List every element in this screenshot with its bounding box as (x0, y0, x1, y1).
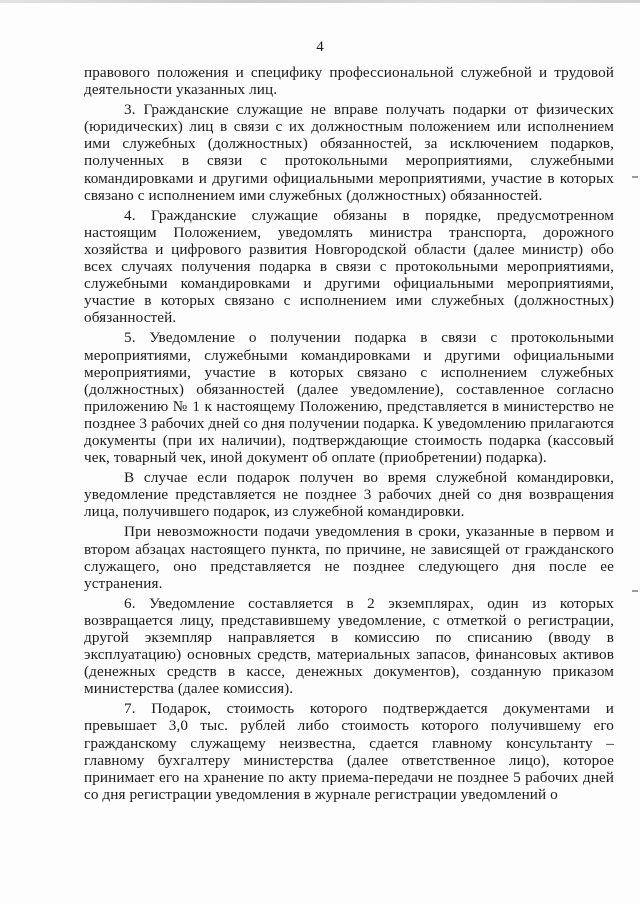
scan-top-edge (0, 0, 640, 3)
paragraph-continuation: правового положения и специфику профессиональной служебной и трудовой деятельности указанных лиц. (84, 64, 614, 99)
paragraph-item-5: 5. Уведомление о получении подарка в связи с протокольными мероприятиями, служебными командировками и другими официальными мероприятиями, участие в которых связано с исполнением служебных (должностных) обязанностей (далее уведомление), составленное согласно приложению № 1 к настоящему Положению, представляется в министерство не позднее 3 рабочих дней со дня получении подарка. К уведомлению прилагаются документы (при их наличии), подтверждающие стоимость подарка (кассовый чек, товарный чек, иной документ об оплате (приобретении) подарка). (84, 329, 614, 467)
scan-margin-mark (632, 176, 638, 178)
paragraph-item-6: 6. Уведомление составляется в 2 экземплярах, один из которых возвращается лицу, представившему уведомление, с отметкой о регистрации, другой экземпляр направляется в комиссию по списанию (вводу в эксплуатацию) основных средств, материальных запасов, финансовых активов (денежных средств в кассе, денежных документов), созданную приказом министерства (далее комиссия). (84, 594, 614, 698)
paragraph-item-5-business-trip: В случае если подарок получен во время служебной командировки, уведомление представляется не позднее 3 рабочих дней со дня возвращения лица, получившего подарок, из служебной командировки. (84, 469, 614, 521)
paragraph-item-4: 4. Гражданские служащие обязаны в порядке, предусмотренном настоящим Положением, уведомлять министра транспорта, дорожного хозяйства и цифрового развития Новгородской области (далее министр) обо всех случаях получения подарка в связи с протокольными мероприятиями, служебными командировками и другими официальными мероприятиями, участие в которых связано с исполнением ими служебных (должностных) обязанностей. (84, 206, 614, 327)
paragraph-item-7: 7. Подарок, стоимость которого подтверждается документами и превышает 3,0 тыс. рублей либо стоимость которого получившему его гражданскому служащему неизвестна, сдается главному консультанту – главному бухгалтеру министерства (далее ответственное лицо), которое принимает его на хранение по акту приема-передачи не позднее 5 рабочих дней со дня регистрации уведомления в журнале регистрации уведомлений о (84, 700, 614, 803)
scan-margin-mark (632, 590, 638, 592)
document-body (84, 64, 614, 806)
paragraph-item-3: 3. Гражданские служащие не вправе получать подарки от физических (юридических) лиц в связи с их должностным положением или исполнением ими служебных (должностных) обязанностей, за исключением подарков, полученных в связи с протокольными мероприятиями, служебными командировками и другими официальными мероприятиями, участие в которых связано с исполнением ими служебных (должностных) обязанностей. (84, 101, 614, 204)
page-number: 4 (316, 39, 324, 55)
paragraph-item-5-impossibility: При невозможности подачи уведомления в сроки, указанные в первом и втором абзацах настоящего пункта, по причине, не зависящей от гражданского служащего, оно представляется не позднее следующего дня после ее устранения. (84, 523, 614, 592)
